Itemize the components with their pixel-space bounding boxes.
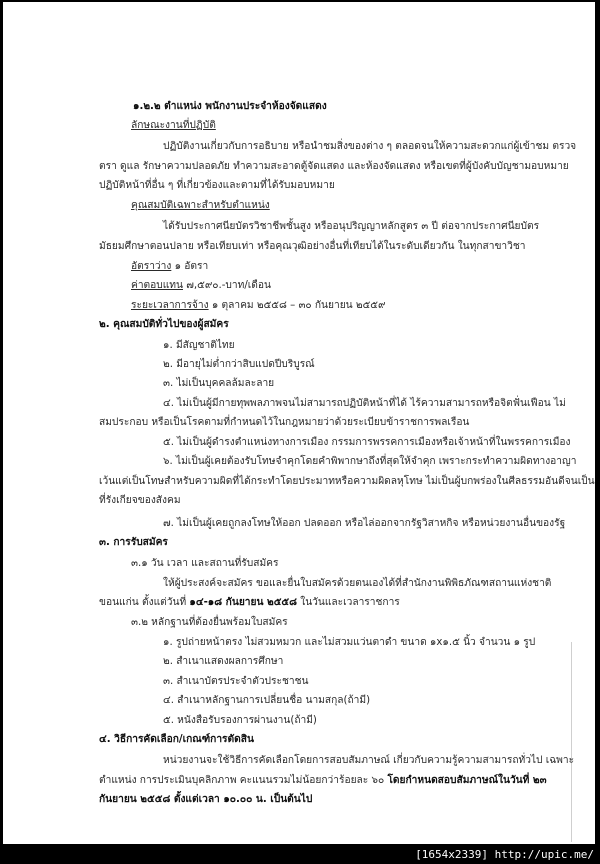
salary-value: ๗,๕๙๐.-บาท/เดือน [186, 280, 271, 291]
period-label: ระยะเวลาการจ้าง [131, 300, 209, 311]
application-info-line [99, 596, 400, 610]
section3-title: ๓. การรับสมัคร [99, 537, 168, 548]
general-qualification-item: ๗. ไม่เป็นผู้เคยถูกลงโทษให้ออก ปลดออก หรือไล่ออกจากรัฐวิสาหกิจ หรือหน่วยงานอื่นของรัฐ [163, 518, 566, 529]
required-document-item: ๑. รูปถ่ายหน้าตรง ไม่สวมหมวก และไม่สวมแว่นตาดำ ขนาด ๑x๑.๕ นิ้ว จำนวน ๑ รูป [163, 637, 536, 648]
qualifications-label: คุณสมบัติเฉพาะสำหรับตำแหน่ง [131, 200, 270, 211]
document-page [3, 2, 597, 844]
selection-method-line: หน่วยงานจะใช้วิธีการคัดเลือกโดยการสอบสัมภาษณ์ เกี่ยวกับความรู้ความสามารถทั่วไป เฉพาะ [163, 755, 575, 766]
document-body [3, 2, 595, 844]
section4-title: ๔. วิธีการคัดเลือก/เกณฑ์การตัดสิน [99, 734, 254, 745]
image-host-watermark: [1654x2339] http://upic.me/ [415, 848, 594, 861]
section3-1-title: ๓.๑ วัน เวลา และสถานที่รับสมัคร [131, 558, 279, 569]
selection-criteria: ตำแหน่ง การประเมินบุคลิกภาพ คะแนนรวมไม่น้อยกว่าร้อยละ ๖๐ [99, 775, 388, 786]
general-qualification-item: สมประกอบ หรือเป็นโรคตามที่กำหนดไว้ในกฎหมายว่าด้วยระเบียบข้าราชการพลเรือน [99, 417, 470, 428]
qualifications-line: มัธยมศึกษาตอนปลาย หรือเทียบเท่า หรือคุณวุฒิอย่างอื่นที่เทียบได้ในระดับเดียวกัน ในทุกสาขาวิชา [99, 241, 526, 252]
period-value: ๑ ตุลาคม ๒๕๕๘ – ๓๐ กันยายน ๒๕๕๙ [211, 300, 386, 311]
required-document-item: ๕. หนังสือรับรองการผ่านงาน(ถ้ามี) [163, 715, 317, 726]
period-row [131, 299, 385, 313]
vacancy-value: ๑ อัตรา [174, 261, 209, 272]
job-description-line: ปฏิบัติงานเกี่ยวกับการอธิบาย หรือนำชมสิ่งของต่าง ๆ ตลอดจนให้ความสะดวกแก่ผู้เข้าชม ตรวจ [163, 141, 577, 152]
salary-row [131, 279, 271, 293]
application-date-range: ๑๔-๑๘ กันยายน ๒๕๕๘ [189, 597, 297, 608]
vacancy-row [131, 260, 208, 274]
general-qualification-item: ๔. ไม่เป็นผู้มีกายทุพพลภาพจนไม่สามารถปฏิบัติหน้าที่ได้ ไร้ความสามารถหรือจิตฟั่นเฟือน ไม่ [163, 398, 566, 409]
application-date-pre: ขอนแก่น ตั้งแต่วันที่ [99, 597, 190, 608]
general-qualification-item: ๖. ไม่เป็นผู้เคยต้องรับโทษจำคุกโดยคำพิพากษาถึงที่สุดให้จำคุก เพราะกระทำความผิดทางอาญา [163, 456, 577, 467]
general-qualification-item: ๕. ไม่เป็นผู้ดำรงตำแหน่งทางการเมือง กรรมการพรรคการเมืองหรือเจ้าหน้าที่ในพรรคการเมือง [163, 437, 571, 448]
required-document-item: ๔. สำเนาหลักฐานการเปลี่ยนชื่อ นามสกุล(ถ้ามี) [163, 695, 371, 706]
position-heading: ๑.๒.๒ ตำแหน่ง พนักงานประจำห้องจัดแสดง [133, 101, 327, 112]
selection-method-line [99, 774, 547, 788]
job-description-label: ลักษณะงานที่ปฏิบัติ [131, 120, 216, 131]
salary-label: ค่าตอบแทน [131, 280, 183, 291]
interview-date: โดยกำหนดสอบสัมภาษณ์ในวันที่ ๒๓ [387, 775, 547, 786]
job-description-line: ตรา ดูแล รักษาความปลอดภัย ทำความสะอาดตู้จัดแสดง และห้องจัดแสดง หรือเขตที่ผู้บังคับบัญชามอบหมาย [99, 161, 569, 172]
general-qualification-item: ๑. มีสัญชาติไทย [163, 340, 235, 351]
required-document-item: ๒. สำเนาแสดงผลการศึกษา [163, 656, 284, 667]
application-info-line: ให้ผู้ประสงค์จะสมัคร ขอและยื่นใบสมัครด้วยตนเองได้ที่สำนักงานพิพิธภัณฑสถานแห่งชาติ [163, 578, 552, 589]
qualifications-line: ได้รับประกาศนียบัตรวิชาชีพชั้นสูง หรืออนุปริญญาหลักสูตร ๓ ปี ต่อจากประกาศนียบัตร [163, 221, 540, 232]
required-document-item: ๓. สำเนาบัตรประจำตัวประชาชน [163, 676, 309, 687]
section2-title: ๒. คุณสมบัติทั่วไปของผู้สมัคร [99, 319, 229, 330]
general-qualification-item: ๓. ไม่เป็นบุคคลล้มละลาย [163, 378, 275, 389]
general-qualification-item: ที่รังเกียจของสังคม [99, 495, 181, 506]
job-description-line: ปฏิบัติหน้าที่อื่น ๆ ที่เกี่ยวข้องและตามที่ได้รับมอบหมาย [99, 180, 335, 191]
general-qualification-item: เว้นแต่เป็นโทษสำหรับความผิดที่ได้กระทำโดยประมาทหรือความผิดลหุโทษ ไม่เป็นผู้บกพร่องในศีลธรรมอันดีจนเป็น [99, 476, 595, 487]
interview-time-line: กันยายน ๒๕๕๘ ตั้งแต่เวลา ๑๐.๐๐ น. เป็นต้นไป [99, 794, 313, 805]
general-qualification-item: ๒. มีอายุไม่ต่ำกว่าสิบแปดปีบริบูรณ์ [163, 359, 315, 370]
application-date-post: ในวันและเวลาราชการ [296, 597, 400, 608]
section3-2-title: ๓.๒ หลักฐานที่ต้องยื่นพร้อมใบสมัคร [131, 617, 288, 628]
vacancy-label: อัตราว่าง [131, 261, 172, 272]
